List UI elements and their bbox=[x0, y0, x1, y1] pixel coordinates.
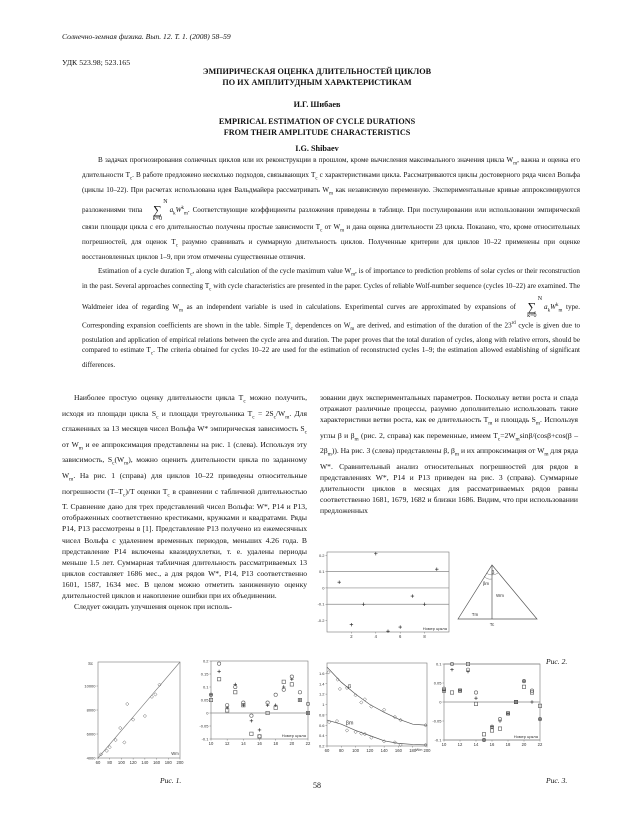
y-tick-label: 6000 bbox=[86, 731, 96, 737]
y-tick-label: -0.1 bbox=[434, 737, 442, 743]
data-point bbox=[250, 714, 253, 717]
y-tick-label: 10000 bbox=[84, 683, 96, 689]
wm-label: Wm bbox=[496, 593, 504, 598]
data-point bbox=[154, 693, 157, 696]
y-tick-label: 0 bbox=[206, 710, 209, 716]
data-point bbox=[450, 691, 453, 694]
udk-code: УДК 523.98; 523.165 bbox=[62, 58, 131, 67]
author-en: I.G. Shibaev bbox=[295, 144, 339, 153]
y-tick-label: 0 bbox=[322, 585, 325, 591]
x-tick-label: 20 bbox=[521, 742, 527, 747]
y-tick-label: -0.2 bbox=[317, 618, 325, 624]
data-point bbox=[126, 702, 129, 705]
x-tick-label: 100 bbox=[117, 760, 125, 765]
data-point bbox=[143, 714, 146, 717]
x-tick-label: 80 bbox=[107, 760, 113, 765]
data-point bbox=[298, 698, 301, 701]
y-tick-label: 0 bbox=[439, 699, 442, 705]
x-tick-label: 14 bbox=[473, 742, 479, 747]
data-point bbox=[360, 701, 363, 704]
x-tick-label: 120 bbox=[129, 760, 137, 765]
y-tick-label: 0.6 bbox=[318, 722, 325, 728]
x-tick-label: 160 bbox=[394, 748, 402, 753]
page-number: 58 bbox=[313, 781, 321, 790]
figure-1-caption: Рис. 1. bbox=[160, 776, 182, 785]
data-point bbox=[150, 695, 153, 698]
x-axis-label: Номер цикла bbox=[422, 626, 447, 631]
journal-header: Солнечно-земная физика. Вып. 12. Т. 1. (2008) 58–59 bbox=[62, 32, 231, 41]
x-axis-label: Номер цикла bbox=[513, 734, 538, 739]
y-tick-label: 0.1 bbox=[202, 684, 209, 690]
data-point bbox=[450, 668, 453, 671]
x-tick-label: 20 bbox=[289, 741, 295, 746]
x-tick-label: 8 bbox=[423, 634, 426, 639]
data-point bbox=[374, 552, 377, 555]
x-tick-label: 22 bbox=[537, 742, 543, 747]
data-point bbox=[474, 697, 477, 700]
x-tick-label: 200 bbox=[423, 748, 431, 753]
y-tick-label: 0.2 bbox=[318, 743, 325, 749]
data-point bbox=[530, 700, 533, 703]
plot-frame bbox=[211, 661, 308, 739]
fit-line bbox=[98, 662, 180, 758]
y-tick-label: -0.1 bbox=[201, 736, 209, 742]
body-paragraph: Следует ожидать улучшения оценок при исполь- bbox=[74, 602, 232, 612]
tm-label: Tm bbox=[471, 612, 479, 617]
data-point bbox=[362, 603, 365, 606]
y-tick-label: 0.2 bbox=[318, 552, 325, 558]
y-tick-label: 0.15 bbox=[200, 671, 209, 677]
title-en-line: FROM THEIR AMPLITUDE CHARACTERISTICS bbox=[223, 128, 411, 137]
data-point bbox=[258, 735, 261, 738]
figure-1-left-chart bbox=[84, 661, 184, 765]
y-tick-label: 1.6 bbox=[318, 670, 325, 676]
figure-2-left-chart bbox=[318, 552, 449, 639]
y-tick-label: 0.4 bbox=[318, 733, 325, 739]
data-point bbox=[498, 727, 501, 730]
data-point bbox=[435, 567, 438, 570]
data-point bbox=[386, 629, 389, 632]
x-axis-label: Номер цикла bbox=[281, 733, 306, 738]
beta-m-label: βm bbox=[482, 581, 490, 586]
x-tick-label: 22 bbox=[305, 741, 311, 746]
title-en-line: EMPIRICAL ESTIMATION OF CYCLE DURATIONS bbox=[218, 117, 416, 126]
x-tick-label: 18 bbox=[505, 742, 511, 747]
y-tick-label: -0.1 bbox=[317, 601, 325, 607]
author-ru: И.Г. Шибаев bbox=[293, 100, 341, 109]
data-point bbox=[282, 680, 285, 683]
figure-3-left-chart bbox=[319, 663, 431, 753]
data-point bbox=[234, 691, 237, 694]
series-label: β bbox=[347, 684, 352, 691]
abstract-ru-paragraph: В задачах прогнозирования солнечных циклов или их реконструкции в прошлом, кроме вычисления максимального значения цикла $W_m$, важна и оценка его длительности $T_c$. В работе предложено несколько подходов, связывающих $T_c$ с характеристиками цикла. Рассматриваются циклы достоверного ряда чисел Вольфа (циклы 10–22). При расчетах использована идея Вальдмайера рассматривать $W_m$ как независимую переменную. Экспериментальные кривые аппроксимируются разложениями типа N ∑ $k=0a_kW^k_m$. Соответствующие коэффициенты разложения приведены в таблице. При постулировании или использовании эмпирической связи площади цикла с его длительностью получены простые зависимости $T_c$ от $W_m$ и дана оценка длительности 23 цикла. Показано, что, кроме относительных погрешностей, для оценок $T_c$ разумно сравнивать и суммарную длительность циклов. Полученные критерии для циклов 10–22 применены при оценке восстановленных циклов 1–9, при этом отмечены существенные отличия. bbox=[82, 156, 581, 262]
series-label: βm bbox=[345, 720, 354, 727]
body-paragraph: Наиболее простую оценку длительности цикла $T_c$ можно получить, исходя из площади цикла $S_c$ и площади треугольника $T_c = 2S_c/W_m$. Для сглаженных за 13 месяцев чисел Вольфа W* эмпирическая зависимость $S_c$ от $W_m$ и ее аппроксимация представлены на рис. 1 (слева). Используя эту зависимость, $S_c(W_m)$, можно оценить длительности цикла по заданному $W_m$. На рис. 1 (справа) для циклов 10–22 приведены относительные погрешности $(T-T_c)/T$ оценки $T_c$ в сравнении с табличной длительностью T. Сравнение дано для трех представлений чисел Вольфа: W*, P14 и P13, отображенных соответственно крестиками, кружками и квадратами. Ряды P14, P13 рассмотрены в [1]. Представление P13 получено из ежемесячных чисел Вольфа с удалением временных периодов, меньших 4.26 года. В представление P14 включены квазидвухлетки, т. е. удалены периоды меньше 1.5 лет. Суммарная табличная длительность рассматриваемых 13 циклов составляет 1686 мес., а для рядов W*, P14, P13 соответственно 1601, 1587, 1634 мес. В целом можно отметить заниженную оценку длительностей циклов и накопление ошибки при их объединении. bbox=[62, 393, 308, 601]
x-tick-label: 16 bbox=[489, 742, 495, 747]
data-point bbox=[338, 581, 341, 584]
y-tick-label: 0.1 bbox=[435, 661, 442, 667]
data-point bbox=[423, 603, 426, 606]
data-point bbox=[298, 691, 301, 694]
x-tick-label: 180 bbox=[409, 748, 417, 753]
y-axis-label: Sc bbox=[88, 661, 93, 666]
figure-2-right-diagram bbox=[458, 565, 537, 627]
fit-curve bbox=[327, 667, 427, 725]
x-tick-label: 60 bbox=[95, 760, 101, 765]
x-tick-label: 10 bbox=[208, 741, 214, 746]
x-tick-label: 200 bbox=[176, 760, 184, 765]
y-tick-label: 8000 bbox=[86, 707, 96, 713]
y-tick-label: 0.05 bbox=[433, 680, 442, 686]
y-tick-label: 0.05 bbox=[200, 697, 209, 703]
figure-3-caption: Рис. 3. bbox=[546, 776, 568, 785]
data-point bbox=[522, 685, 525, 688]
data-point bbox=[482, 733, 485, 736]
data-point bbox=[258, 728, 261, 731]
data-point bbox=[119, 726, 122, 729]
beta-label: β bbox=[491, 570, 495, 576]
y-tick-label: 0.2 bbox=[202, 658, 209, 664]
x-axis-label: Wm bbox=[415, 748, 423, 752]
x-tick-label: 140 bbox=[380, 748, 388, 753]
data-point bbox=[217, 678, 220, 681]
sum-formula: N ∑ k=0 bbox=[152, 199, 168, 223]
angle-arc-beta-m bbox=[484, 576, 492, 579]
data-point bbox=[350, 623, 353, 626]
sum-formula: N ∑ k=0 bbox=[527, 295, 543, 319]
title-ru-line: ЭМПИРИЧЕСКАЯ ОЦЕНКА ДЛИТЕЛЬНОСТЕЙ ЦИКЛОВ bbox=[202, 67, 432, 76]
y-tick-label: 0.8 bbox=[318, 712, 325, 718]
data-point bbox=[338, 687, 341, 690]
x-tick-label: 60 bbox=[324, 748, 330, 753]
data-point bbox=[474, 691, 477, 694]
x-tick-label: 12 bbox=[224, 741, 230, 746]
data-point bbox=[399, 625, 402, 628]
figure-3-right-chart bbox=[432, 662, 543, 748]
x-tick-label: 120 bbox=[366, 748, 374, 753]
x-tick-label: 12 bbox=[457, 742, 463, 747]
x-tick-label: 160 bbox=[153, 760, 161, 765]
figure-2-caption: Рис. 2. bbox=[546, 657, 568, 666]
y-tick-label: 1.2 bbox=[318, 691, 325, 697]
x-tick-label: 80 bbox=[338, 748, 344, 753]
y-tick-label: -0.05 bbox=[199, 723, 209, 729]
x-tick-label: 140 bbox=[141, 760, 149, 765]
figure-1-right-chart bbox=[199, 659, 311, 747]
x-tick-label: 100 bbox=[352, 748, 360, 753]
x-tick-label: 14 bbox=[240, 741, 246, 746]
data-point bbox=[290, 683, 293, 686]
x-axis-label: Wm bbox=[171, 751, 179, 756]
data-point bbox=[105, 749, 108, 752]
x-tick-label: 16 bbox=[257, 741, 262, 746]
abstract-en-paragraph: Estimation of a cycle duration $T_c$, along with calculation of the cycle maximum value $W_m$, is of importance to prediction problems of solar cycles or their reconstruction in the past. Several approaches connecting $T_c$ with cycle characteristics are presented in the paper. Cycles of reliable Wolf-number sequence (cycles 10–22) are examined. The Waldmeier idea of regarding $W_m$ as an independent variable is used in calculations. Experimental curves are approximated by expansions of N ∑ $k=0a_kW^k_m$ type. Corresponding expansion coefficients are shown in the table. Simple $T_c$ dependences on $W_m$ are derived, and estimation of the duration of the 23rd cycle is given due to postulation and application of empirical relations between the cycle area and duration. The paper proves that the total duration of cycles, along with relative errors, should be compared to estimate $T_c$. The criteria obtained for cycles 10–22 are used for the estimation of reconstructed cycles 1–9; the estimation allowed establishing of significant differences. bbox=[82, 267, 580, 370]
y-tick-label: -0.05 bbox=[432, 718, 442, 724]
data-point bbox=[382, 708, 385, 711]
y-tick-label: 0.1 bbox=[318, 569, 325, 575]
x-tick-label: 2 bbox=[350, 634, 353, 639]
data-point bbox=[306, 711, 309, 714]
x-tick-label: 6 bbox=[399, 634, 402, 639]
data-point bbox=[217, 662, 220, 665]
data-point bbox=[250, 732, 253, 735]
x-tick-label: 10 bbox=[441, 742, 447, 747]
data-point bbox=[250, 719, 253, 722]
y-tick-label: 1 bbox=[322, 702, 325, 707]
body-paragraph: зовании двух экспериментальных параметров. Поскольку ветви роста и спада отражают различные процессы, разумно дополнительно использовать такие характеристики ветви роста, как ее длительность $T_m$ и площадь $S_m$. Используя углы β и $\beta_m$ (рис. 2, справа) как переменные, имеем $T_c=2W_m\sin\beta/(\cos\beta+\cos(\beta - 2\beta_m))$. На рис. 3 (слева) представлены β, $\beta_m$ и их аппроксимация от $W_m$ для ряда W*. Сравнительный анализ относительных погрешностей для рядов в представлениях W*, P14 и P13 приведен на рис. 3 (справа). Суммарные длительности циклов в месяцах для рассматриваемых рядов равны соответственно 1681, 1679, 1682 и близки 1686. Видим, что при использовании предложенных bbox=[320, 393, 579, 516]
title-ru-line: ПО ИХ АМПЛИТУДНЫМ ХАРАКТЕРИСТИКАМ bbox=[222, 78, 412, 87]
y-tick-label: 4000 bbox=[86, 755, 96, 761]
plot-frame bbox=[327, 663, 427, 746]
x-tick-label: 180 bbox=[164, 760, 172, 765]
plot-frame bbox=[327, 552, 449, 632]
y-tick-label: 1.4 bbox=[318, 681, 325, 687]
x-tick-label: 18 bbox=[273, 741, 279, 746]
tc-label: Tc bbox=[489, 622, 495, 627]
data-point bbox=[345, 729, 348, 732]
data-point bbox=[490, 729, 493, 732]
data-point bbox=[411, 594, 414, 597]
data-point bbox=[474, 702, 477, 705]
data-point bbox=[217, 670, 220, 673]
x-tick-label: 4 bbox=[374, 634, 377, 639]
data-point bbox=[274, 693, 277, 696]
data-point bbox=[123, 741, 126, 744]
